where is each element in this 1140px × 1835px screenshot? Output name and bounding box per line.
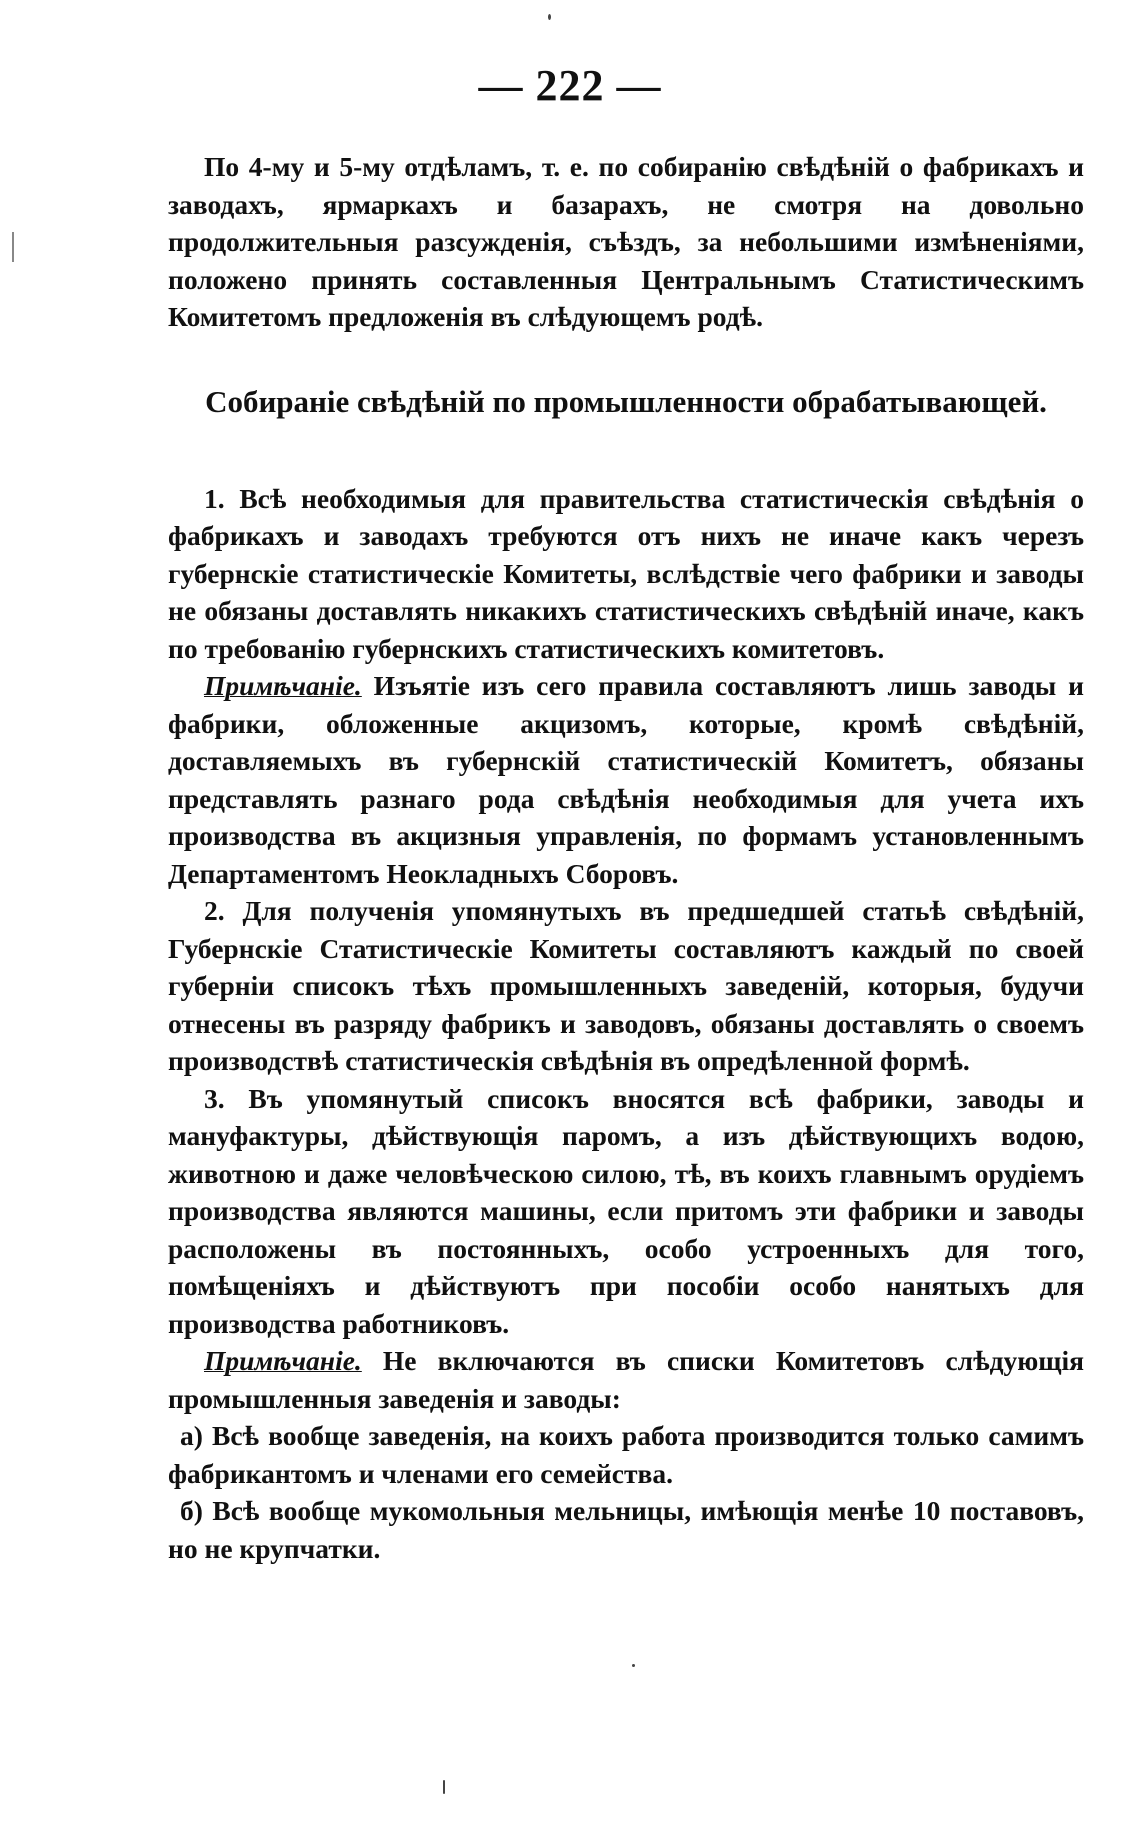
page-margin-mark xyxy=(12,232,14,262)
section-heading: Собираніе свѣдѣній по промышленности обрабатывающей. xyxy=(205,383,1047,419)
note-1 xyxy=(168,667,1084,892)
note-text: Изъятіе изъ сего правила составляютъ лишь заводы и фабрики, обложенные акцизомъ, которые, кромѣ свѣдѣній, доставляемыхъ въ губернскій статистическій Комитетъ, обязаны представлять разнаго рода свѣдѣнія необходимыя для учета ихъ производства въ акцизныя управленія, по формамъ установленнымъ Департаментомъ Неокладныхъ Сборовъ. xyxy=(168,670,1084,889)
note-text: Не включаются въ списки Комитетовъ слѣдующія промышленныя заведенія и заводы: xyxy=(168,1345,1084,1414)
sub-item-b: б) Всѣ вообще мукомольныя мельницы, имѣющія менѣе 10 поставовъ, но не крупчатки. xyxy=(168,1495,1084,1564)
page-number: — 222 — xyxy=(478,61,662,110)
article-2: 2. Для полученія упомянутыхъ въ предшедшей статьѣ свѣдѣній, Губернскіе Статистическіе Комитеты составляютъ каждый по своей губерніи списокъ тѣхъ промышленныхъ заведеній, которыя, будучи отнесены въ разряду фабрикъ и заводовъ, обязаны доставлять о своемъ производствѣ статистическія свѣдѣнія въ опредѣленной формѣ. xyxy=(168,895,1084,1076)
sub-item-a: а) Всѣ вообще заведенія, на коихъ работа производится только самимъ фабрикантомъ и членами его семейства. xyxy=(168,1420,1084,1489)
intro-paragraph: По 4-му и 5-му отдѣламъ, т. е. по собиранію свѣдѣній о фабрикахъ и заводахъ, ярмаркахъ и базарахъ, не смотря на довольно продолжительныя разсужденія, съѣздъ, за небольшими измѣненіями, положено принять составленныя Центральнымъ Статистическимъ Комитетомъ предложенія въ слѣдующемъ родѣ. xyxy=(168,151,1084,332)
print-speck xyxy=(443,1780,445,1794)
article-3: 3. Въ упомянутый списокъ вносятся всѣ фабрики, заводы и мануфактуры, дѣйствующія паромъ, а изъ дѣйствующихъ водою, животною и даже человѣческою силою, тѣ, въ коихъ главнымъ орудіемъ производства являются машины, если притомъ эти фабрики и заводы расположены въ постоянныхъ, особо устроенныхъ для того, помѣщеніяхъ и дѣйствуютъ при пособіи особо нанятыхъ для производства работниковъ. xyxy=(168,1082,1084,1339)
note-2 xyxy=(168,1342,1084,1417)
print-speck xyxy=(632,1664,635,1667)
article-1: 1. Всѣ необходимыя для правительства статистическія свѣдѣнія о фабрикахъ и заводахъ требуются отъ нихъ не иначе какъ черезъ губернскіе статистическіе Комитеты, вслѣдствіе чего фабрики и заводы не обязаны доставлять никакихъ статистическихъ свѣдѣній иначе, какъ по требованію губернскихъ статистическихъ комитетовъ. xyxy=(168,482,1084,664)
print-speck xyxy=(548,14,551,20)
note-label: Примѣчаніе. xyxy=(204,1345,362,1376)
note-label: Примѣчаніе. xyxy=(204,670,362,701)
page-body xyxy=(168,148,1084,1567)
